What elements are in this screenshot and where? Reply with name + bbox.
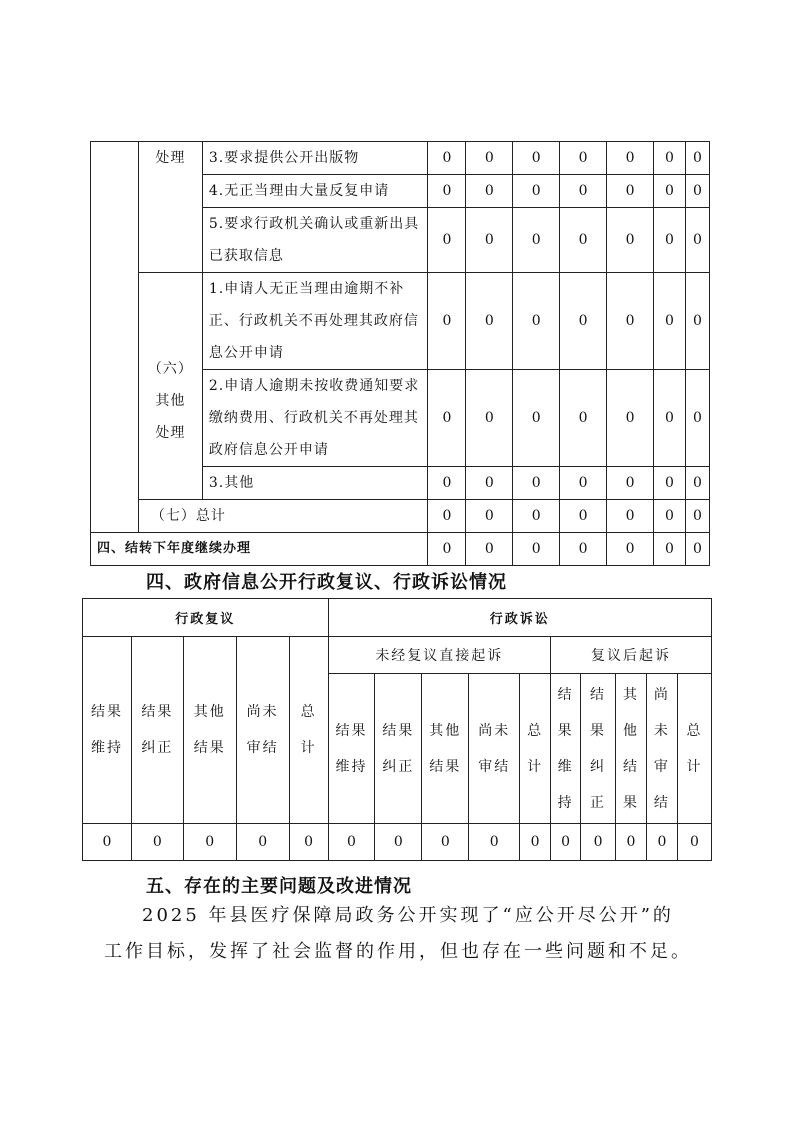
- value-cell: 0: [685, 533, 709, 566]
- value-cell: 0: [560, 208, 607, 273]
- value-cell: 0: [513, 500, 560, 533]
- value-cell: 0: [654, 370, 686, 467]
- value-cell: 0: [466, 500, 513, 533]
- review-col-3: 其他 结果: [183, 637, 236, 824]
- value-cell: 0: [685, 208, 709, 273]
- value-cell: 0: [616, 824, 647, 861]
- value-cell: 0: [236, 824, 289, 861]
- value-cell: 0: [466, 467, 513, 500]
- value-cell: 0: [428, 467, 466, 500]
- review-col-5: 总 计: [289, 637, 328, 824]
- value-cell: 0: [560, 142, 607, 175]
- value-cell: 0: [428, 500, 466, 533]
- values-row: [83, 824, 712, 861]
- value-cell: 0: [646, 824, 677, 861]
- direct-suit-header: 未经复议直接起诉: [328, 637, 551, 674]
- direct-col-4: 尚未 审结: [469, 674, 520, 824]
- value-cell: 0: [685, 273, 709, 370]
- value-cell: 0: [607, 533, 654, 566]
- litigation-header: 行政诉讼: [328, 599, 711, 637]
- value-cell: 0: [654, 500, 686, 533]
- value-cell: 0: [513, 370, 560, 467]
- value-cell: 0: [466, 175, 513, 208]
- category-line: 其他: [155, 393, 186, 409]
- row-label: 1.申请人无正当理由逾期不补正、行政机关不再处理其政府信息公开申请: [202, 273, 428, 370]
- value-cell: 0: [513, 175, 560, 208]
- value-cell: 0: [466, 273, 513, 370]
- section5-heading: 五、存在的主要问题及改进情况: [146, 876, 412, 897]
- value-cell: 0: [607, 467, 654, 500]
- category-line: （六）: [147, 361, 193, 377]
- value-cell: 0: [654, 208, 686, 273]
- row-label: 2.申请人逾期未按收费通知要求缴纳费用、行政机关不再处理其政府信息公开申请: [202, 370, 428, 467]
- value-cell: 0: [607, 208, 654, 273]
- row-label: 5.要求行政机关确认或重新出具已获取信息: [202, 208, 428, 273]
- value-cell: 0: [607, 175, 654, 208]
- direct-col-2: 结果 纠正: [375, 674, 422, 824]
- value-cell: 0: [685, 175, 709, 208]
- after-col-2: 结 果 纠 正: [581, 674, 616, 824]
- value-cell: 0: [607, 273, 654, 370]
- category-line: 处理: [155, 425, 186, 441]
- value-cell: 0: [428, 533, 466, 566]
- section4-heading: 四、政府信息公开行政复议、行政诉讼情况: [146, 572, 507, 593]
- value-cell: 0: [513, 467, 560, 500]
- after-col-3: 其 他 结 果: [616, 674, 647, 824]
- review-header: 行政复议: [83, 599, 329, 637]
- outer-group-cell: [91, 142, 139, 533]
- paragraph-line-1: 2025 年县医疗保障局政务公开实现了“应公开尽公开”的: [142, 905, 674, 926]
- value-cell: 0: [466, 533, 513, 566]
- value-cell: 0: [581, 824, 616, 861]
- total-label: （七）总计: [138, 500, 428, 533]
- value-cell: 0: [466, 208, 513, 273]
- carryover-label: 四、结转下年度继续办理: [91, 533, 428, 566]
- value-cell: 0: [654, 142, 686, 175]
- value-cell: 0: [513, 273, 560, 370]
- value-cell: 0: [560, 500, 607, 533]
- value-cell: 0: [513, 208, 560, 273]
- review-col-1: 结果 维持: [83, 637, 132, 824]
- value-cell: 0: [466, 142, 513, 175]
- value-cell: 0: [560, 370, 607, 467]
- row-label: 3.要求提供公开出版物: [202, 142, 428, 175]
- value-cell: 0: [183, 824, 236, 861]
- value-cell: 0: [685, 370, 709, 467]
- row-label: 3.其他: [202, 467, 428, 500]
- direct-col-3: 其他 结果: [422, 674, 469, 824]
- value-cell: 0: [83, 824, 132, 861]
- after-col-1: 结 果 维 持: [551, 674, 581, 824]
- value-cell: 0: [654, 533, 686, 566]
- value-cell: 0: [685, 500, 709, 533]
- after-col-4: 尚 未 审 结: [646, 674, 677, 824]
- direct-col-1: 结果 维持: [328, 674, 375, 824]
- value-cell: 0: [328, 824, 375, 861]
- value-cell: 0: [422, 824, 469, 861]
- value-cell: 0: [428, 370, 466, 467]
- value-cell: 0: [289, 824, 328, 861]
- value-cell: 0: [469, 824, 520, 861]
- value-cell: 0: [560, 175, 607, 208]
- value-cell: 0: [677, 824, 711, 861]
- value-cell: 0: [654, 175, 686, 208]
- paragraph-line-2: 工作目标，发挥了社会监督的作用，但也存在一些问题和不足。: [104, 941, 692, 962]
- value-cell: 0: [428, 208, 466, 273]
- value-cell: 0: [560, 273, 607, 370]
- value-cell: 0: [375, 824, 422, 861]
- row-label: 4.无正当理由大量反复申请: [202, 175, 428, 208]
- direct-col-5: 总 计: [520, 674, 551, 824]
- value-cell: 0: [607, 500, 654, 533]
- value-cell: 0: [466, 370, 513, 467]
- after-review-header: 复议后起诉: [551, 637, 712, 674]
- table-row: [91, 273, 710, 370]
- review-litigation-table: [82, 598, 712, 861]
- value-cell: 0: [428, 175, 466, 208]
- value-cell: 0: [685, 142, 709, 175]
- value-cell: 0: [428, 142, 466, 175]
- review-col-4: 尚未 审结: [236, 637, 289, 824]
- value-cell: 0: [654, 467, 686, 500]
- category-cell-other-handling: [138, 273, 202, 500]
- value-cell: 0: [607, 370, 654, 467]
- category-cell: 处理: [138, 142, 202, 273]
- value-cell: 0: [560, 467, 607, 500]
- value-cell: 0: [685, 467, 709, 500]
- value-cell: 0: [551, 824, 581, 861]
- carryover-row: [91, 533, 710, 566]
- value-cell: 0: [131, 824, 183, 861]
- total-row: [91, 500, 710, 533]
- value-cell: 0: [513, 533, 560, 566]
- value-cell: 0: [513, 142, 560, 175]
- application-handling-table: [90, 141, 710, 566]
- value-cell: 0: [428, 273, 466, 370]
- value-cell: 0: [560, 533, 607, 566]
- value-cell: 0: [520, 824, 551, 861]
- after-col-5: 总 计: [677, 674, 711, 824]
- value-cell: 0: [654, 273, 686, 370]
- table-row: [91, 142, 710, 175]
- review-col-2: 结果 纠正: [131, 637, 183, 824]
- value-cell: 0: [607, 142, 654, 175]
